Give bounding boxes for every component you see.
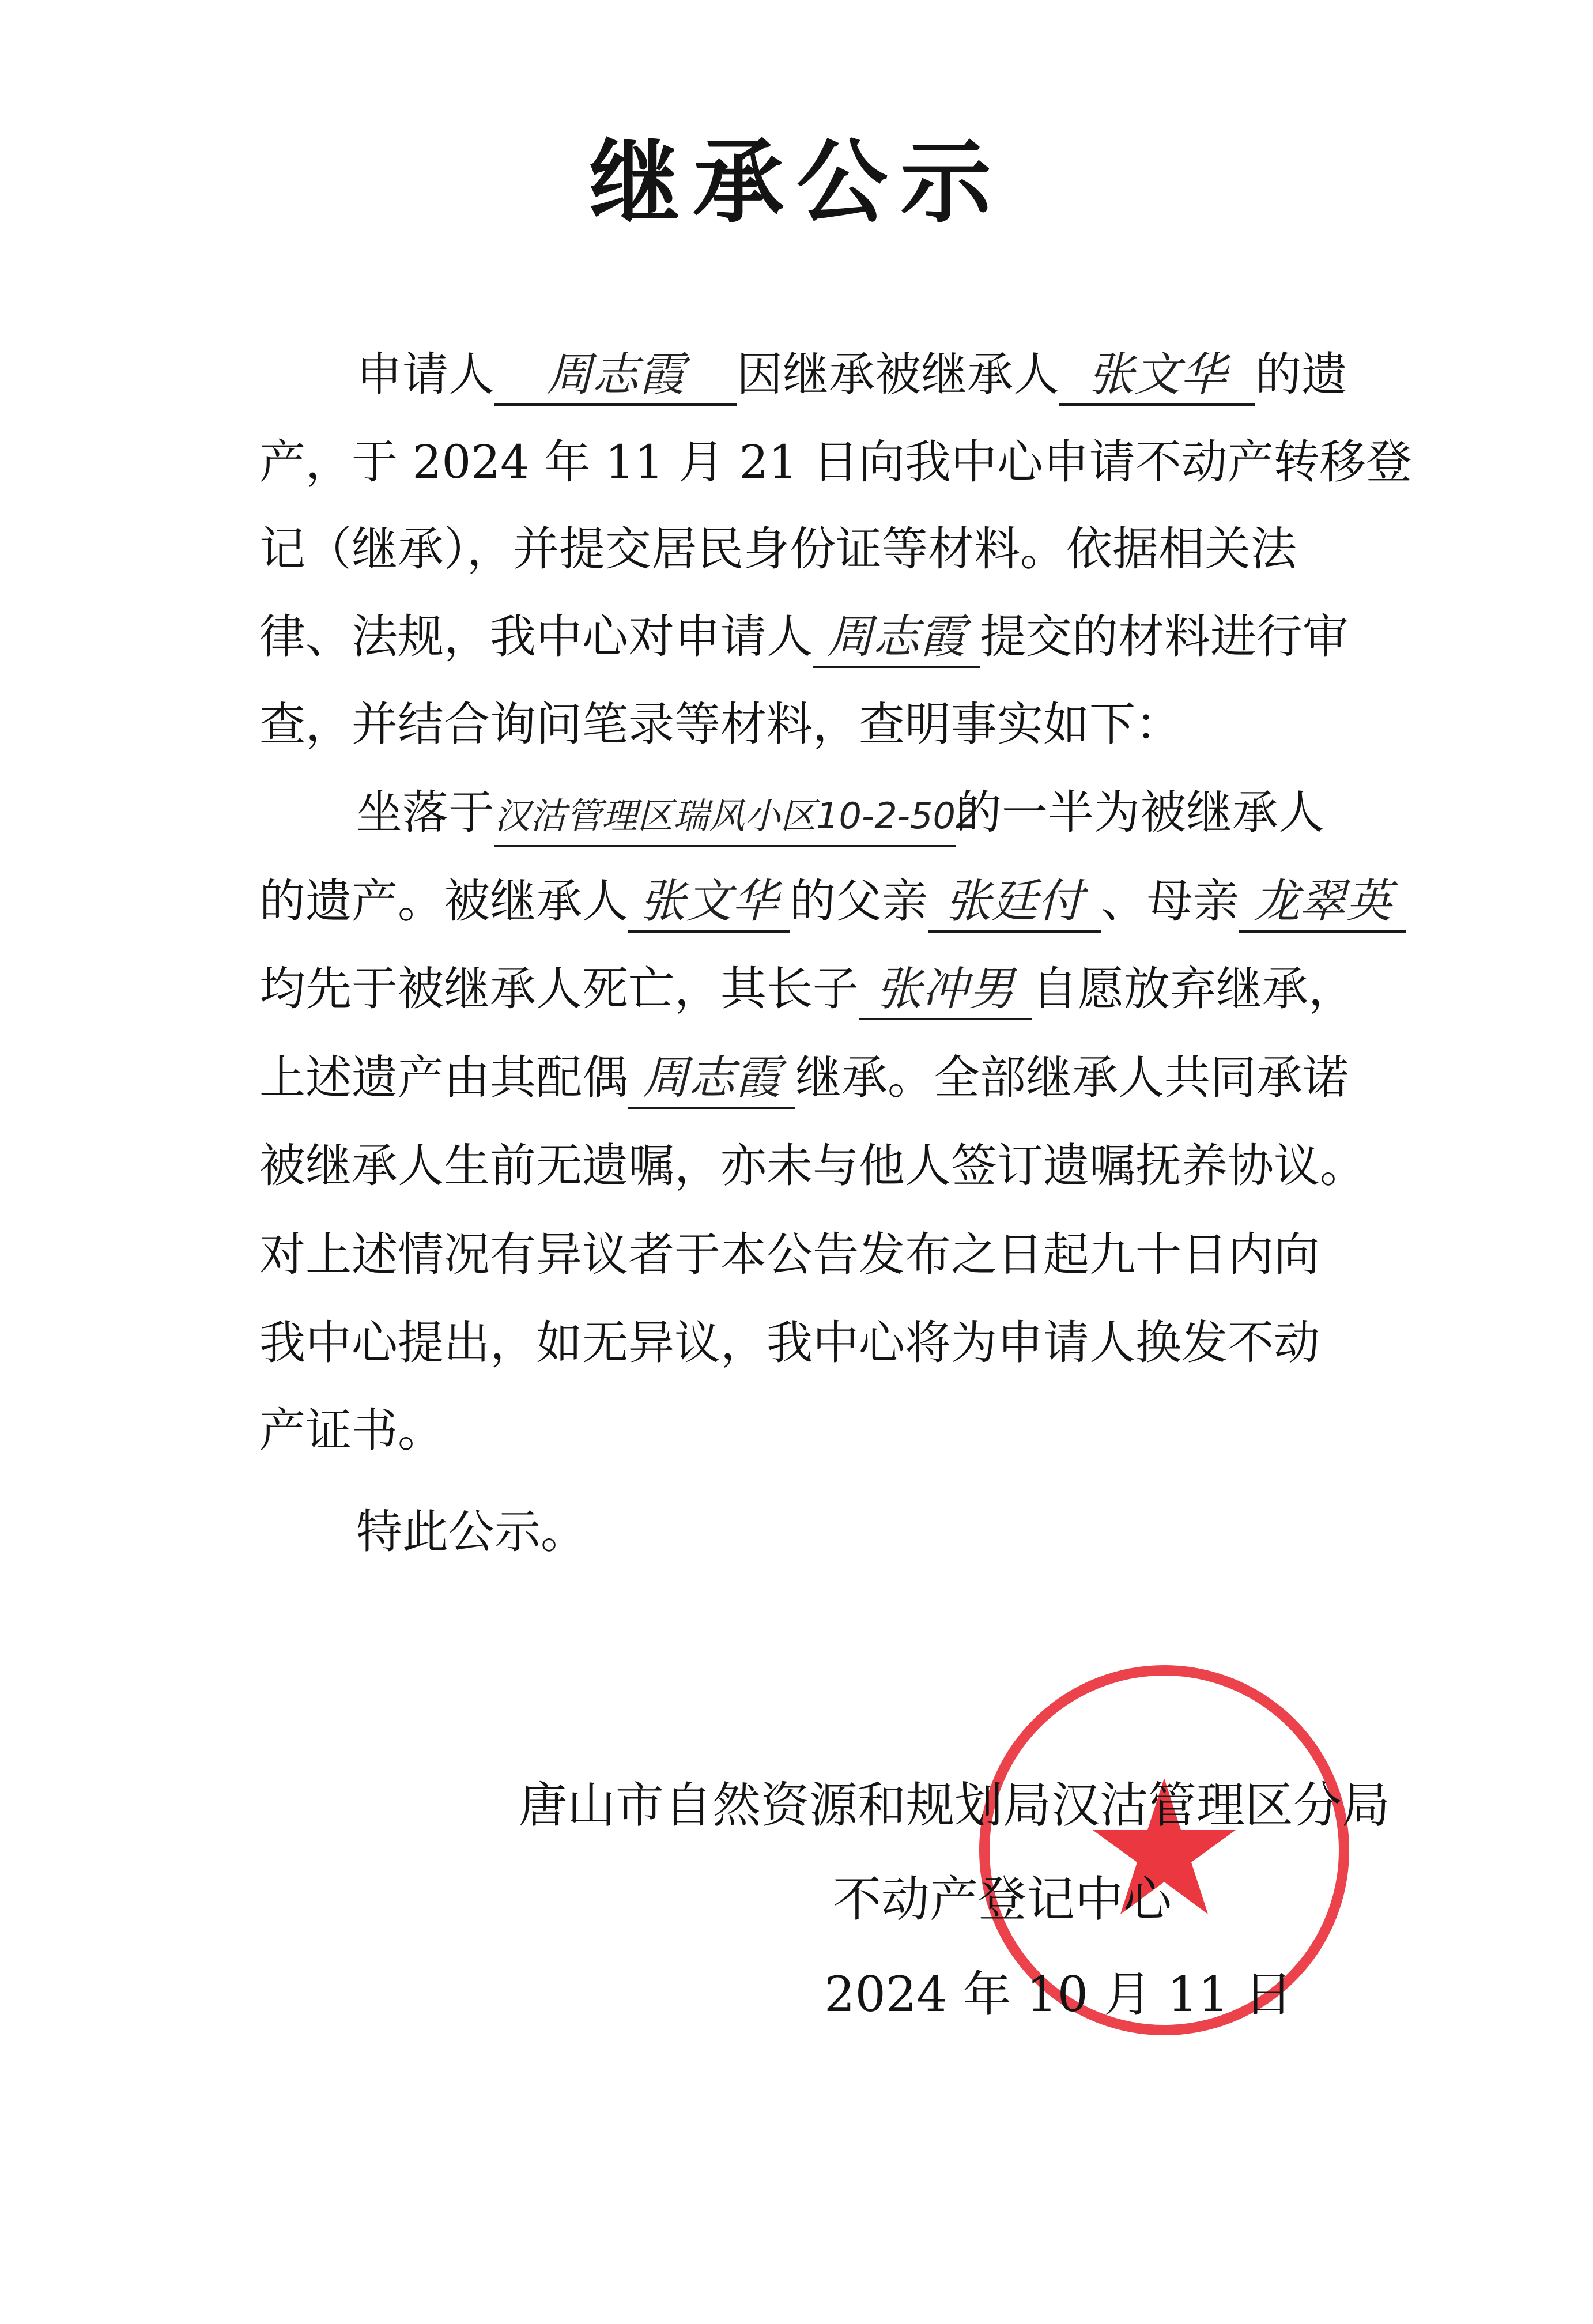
decedent-name-field-2: 张文华: [628, 873, 790, 933]
p1-line-4: [259, 602, 1349, 671]
p2-line-3-a: 均先于被继承人死亡，其长子: [259, 962, 859, 1016]
mother-name-field: 龙翠英: [1239, 873, 1406, 933]
p2-text-2: 的一半为被继承人: [956, 786, 1324, 839]
signature-date: 2024 年 10 月 11 日: [824, 1966, 1293, 2023]
signature-organization: 唐山市自然资源和规划局汉沽管理区分局: [519, 1777, 1391, 1833]
p2-line-2-a: 的遗产。被继承人: [259, 874, 628, 928]
p1-line-5: 查，并结合询问笔录等材料，查明事实如下：: [259, 697, 1181, 751]
p2-line-4: [259, 1043, 1349, 1112]
property-location-field: 汉沽管理区瑞风小区10-2-502: [494, 787, 956, 847]
p2-line-3: [259, 954, 1354, 1024]
p2-line-7: 我中心提出，如无异议，我中心将为申请人换发不动: [259, 1316, 1320, 1369]
p2-line-8: 产证书。: [259, 1404, 444, 1457]
p1-line-1: [356, 340, 1347, 409]
p2-line-2-c: 、母亲: [1101, 874, 1239, 928]
p2-line-4-b: 继承。全部继承人共同承诺: [795, 1051, 1349, 1104]
p2-line-2-b: 的父亲: [790, 874, 928, 928]
p2-line-5: 被继承人生前无遗嘱，亦未与他人签订遗嘱抚养协议。: [259, 1139, 1366, 1193]
spouse-name-field: 周志霞: [628, 1049, 795, 1109]
p2-line-4-a: 上述遗产由其配偶: [259, 1051, 628, 1104]
p1-line-4-a: 律、法规，我中心对申请人: [259, 610, 813, 663]
signature-department: 不动产登记中心: [833, 1871, 1172, 1927]
p1-line-4-b: 提交的材料进行审: [980, 610, 1349, 663]
son-name-field: 张冲男: [859, 960, 1032, 1020]
p2-line-6: 对上述情况有异议者于本公告发布之日起九十日内向: [259, 1228, 1320, 1281]
applicant-name-field: 周志霞: [494, 346, 737, 406]
applicant-name-field-2: 周志霞: [813, 608, 980, 668]
p2-text-location-label: 坐落于: [356, 786, 494, 839]
p1-text-decedent-label: 因继承被继承人: [737, 348, 1059, 401]
p1-line-3: 记（继承），并提交居民身份证等材料。依据相关法: [259, 522, 1297, 576]
p1-text-applicant-label: 申请人: [356, 348, 494, 401]
decedent-name-field: 张文华: [1059, 346, 1255, 406]
p2-line-3-b: 自愿放弃继承，: [1032, 962, 1354, 1016]
closing-text: 特此公示。: [356, 1505, 587, 1559]
document-title: 继承公示: [589, 129, 1004, 236]
father-name-field: 张廷付: [928, 873, 1101, 933]
p1-line-2: 产，于 2024 年 11 月 21 日向我中心申请不动产转移登: [259, 435, 1412, 489]
p2-line-2: [259, 867, 1406, 936]
p1-text-3: 的遗: [1255, 348, 1347, 401]
p2-line-1: [356, 778, 1324, 847]
